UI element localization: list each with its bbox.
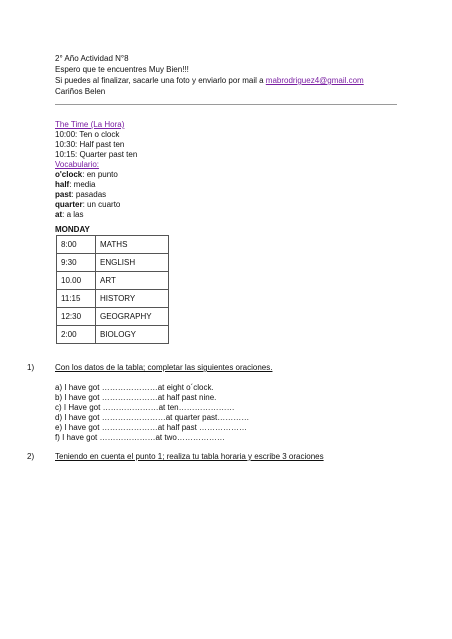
- instructions-text: Si puedes al finalizar, sacarle una foto y enviarlo por mail a: [55, 76, 266, 85]
- vocab-meaning: : en punto: [82, 170, 118, 179]
- schedule-subject: MATHS: [96, 236, 169, 254]
- signature-line: Cariños Belen: [55, 87, 106, 96]
- schedule-time: 10.00: [57, 272, 96, 290]
- vocab-meaning: : a las: [62, 210, 84, 219]
- exercise-sentence: e) I have got …………………at half past ………………: [55, 423, 248, 432]
- vocab-title: Vocabulario:: [55, 160, 100, 169]
- table-row: [57, 290, 169, 308]
- vocab-term: at: [55, 210, 63, 219]
- vocab-item: [55, 170, 118, 180]
- exercise-sentence: d) I have got ……………………at quarter past…………: [55, 413, 250, 422]
- table-row: [57, 326, 169, 344]
- lesson-title: The Time (La Hora): [55, 120, 125, 129]
- schedule-time: 9:30: [57, 254, 96, 272]
- time-example-3: 10:15: Quarter past ten: [55, 150, 138, 159]
- vocab-term: o'clock: [55, 170, 83, 179]
- instructions-line: [55, 76, 364, 86]
- schedule-time: 2:00: [57, 326, 96, 344]
- exercise-sentence: f) I have got …………………at two………………: [55, 433, 225, 442]
- vocab-term: past: [55, 190, 72, 199]
- greeting-line: Espero que te encuentres Muy Bien!!!: [55, 65, 189, 74]
- exercise-1-number: 1): [27, 363, 35, 372]
- exercise-2-instruction: Teniendo en cuenta el punto 1; realiza tu tabla horaria y escribe 3 oraciones: [55, 452, 324, 461]
- vocab-term: half: [55, 180, 70, 189]
- activity-title: 2° Año Actividad N°8: [55, 54, 129, 63]
- vocab-item: [55, 190, 106, 200]
- vocab-term: quarter: [55, 200, 83, 209]
- schedule-day: MONDAY: [55, 225, 90, 234]
- time-example-1: 10:00: Ten o clock: [55, 130, 120, 139]
- table-row: [57, 308, 169, 326]
- schedule-subject: BIOLOGY: [96, 326, 169, 344]
- schedule-time: 11:15: [57, 290, 96, 308]
- schedule-subject: ART: [96, 272, 169, 290]
- schedule-time: 12:30: [57, 308, 96, 326]
- exercise-1-instruction: Con los datos de la tabla; completar las siguientes oraciones.: [55, 363, 273, 372]
- schedule-table: [56, 235, 169, 344]
- email-link[interactable]: mabrodriguez4@gmail.com: [265, 76, 364, 85]
- exercise-sentence: b) I have got …………………at half past nine.: [55, 393, 217, 402]
- time-example-2: 10:30: Half past ten: [55, 140, 125, 149]
- schedule-subject: GEOGRAPHY: [96, 308, 169, 326]
- divider-line: [55, 104, 397, 105]
- vocab-item: [55, 200, 120, 210]
- exercise-2-number: 2): [27, 452, 35, 461]
- vocab-meaning: : un cuarto: [82, 200, 121, 209]
- vocab-item: [55, 180, 95, 190]
- vocab-meaning: : media: [69, 180, 96, 189]
- exercise-sentence: c) I Have got …………………at ten…………………: [55, 403, 235, 412]
- vocab-item: [55, 210, 83, 220]
- schedule-subject: HISTORY: [96, 290, 169, 308]
- exercise-sentence: a) I have got …………………at eight o´clock.: [55, 383, 214, 392]
- vocab-meaning: : pasadas: [71, 190, 107, 199]
- table-row: [57, 272, 169, 290]
- schedule-subject: ENGLISH: [96, 254, 169, 272]
- schedule-time: 8:00: [57, 236, 96, 254]
- table-row: [57, 254, 169, 272]
- table-row: [57, 236, 169, 254]
